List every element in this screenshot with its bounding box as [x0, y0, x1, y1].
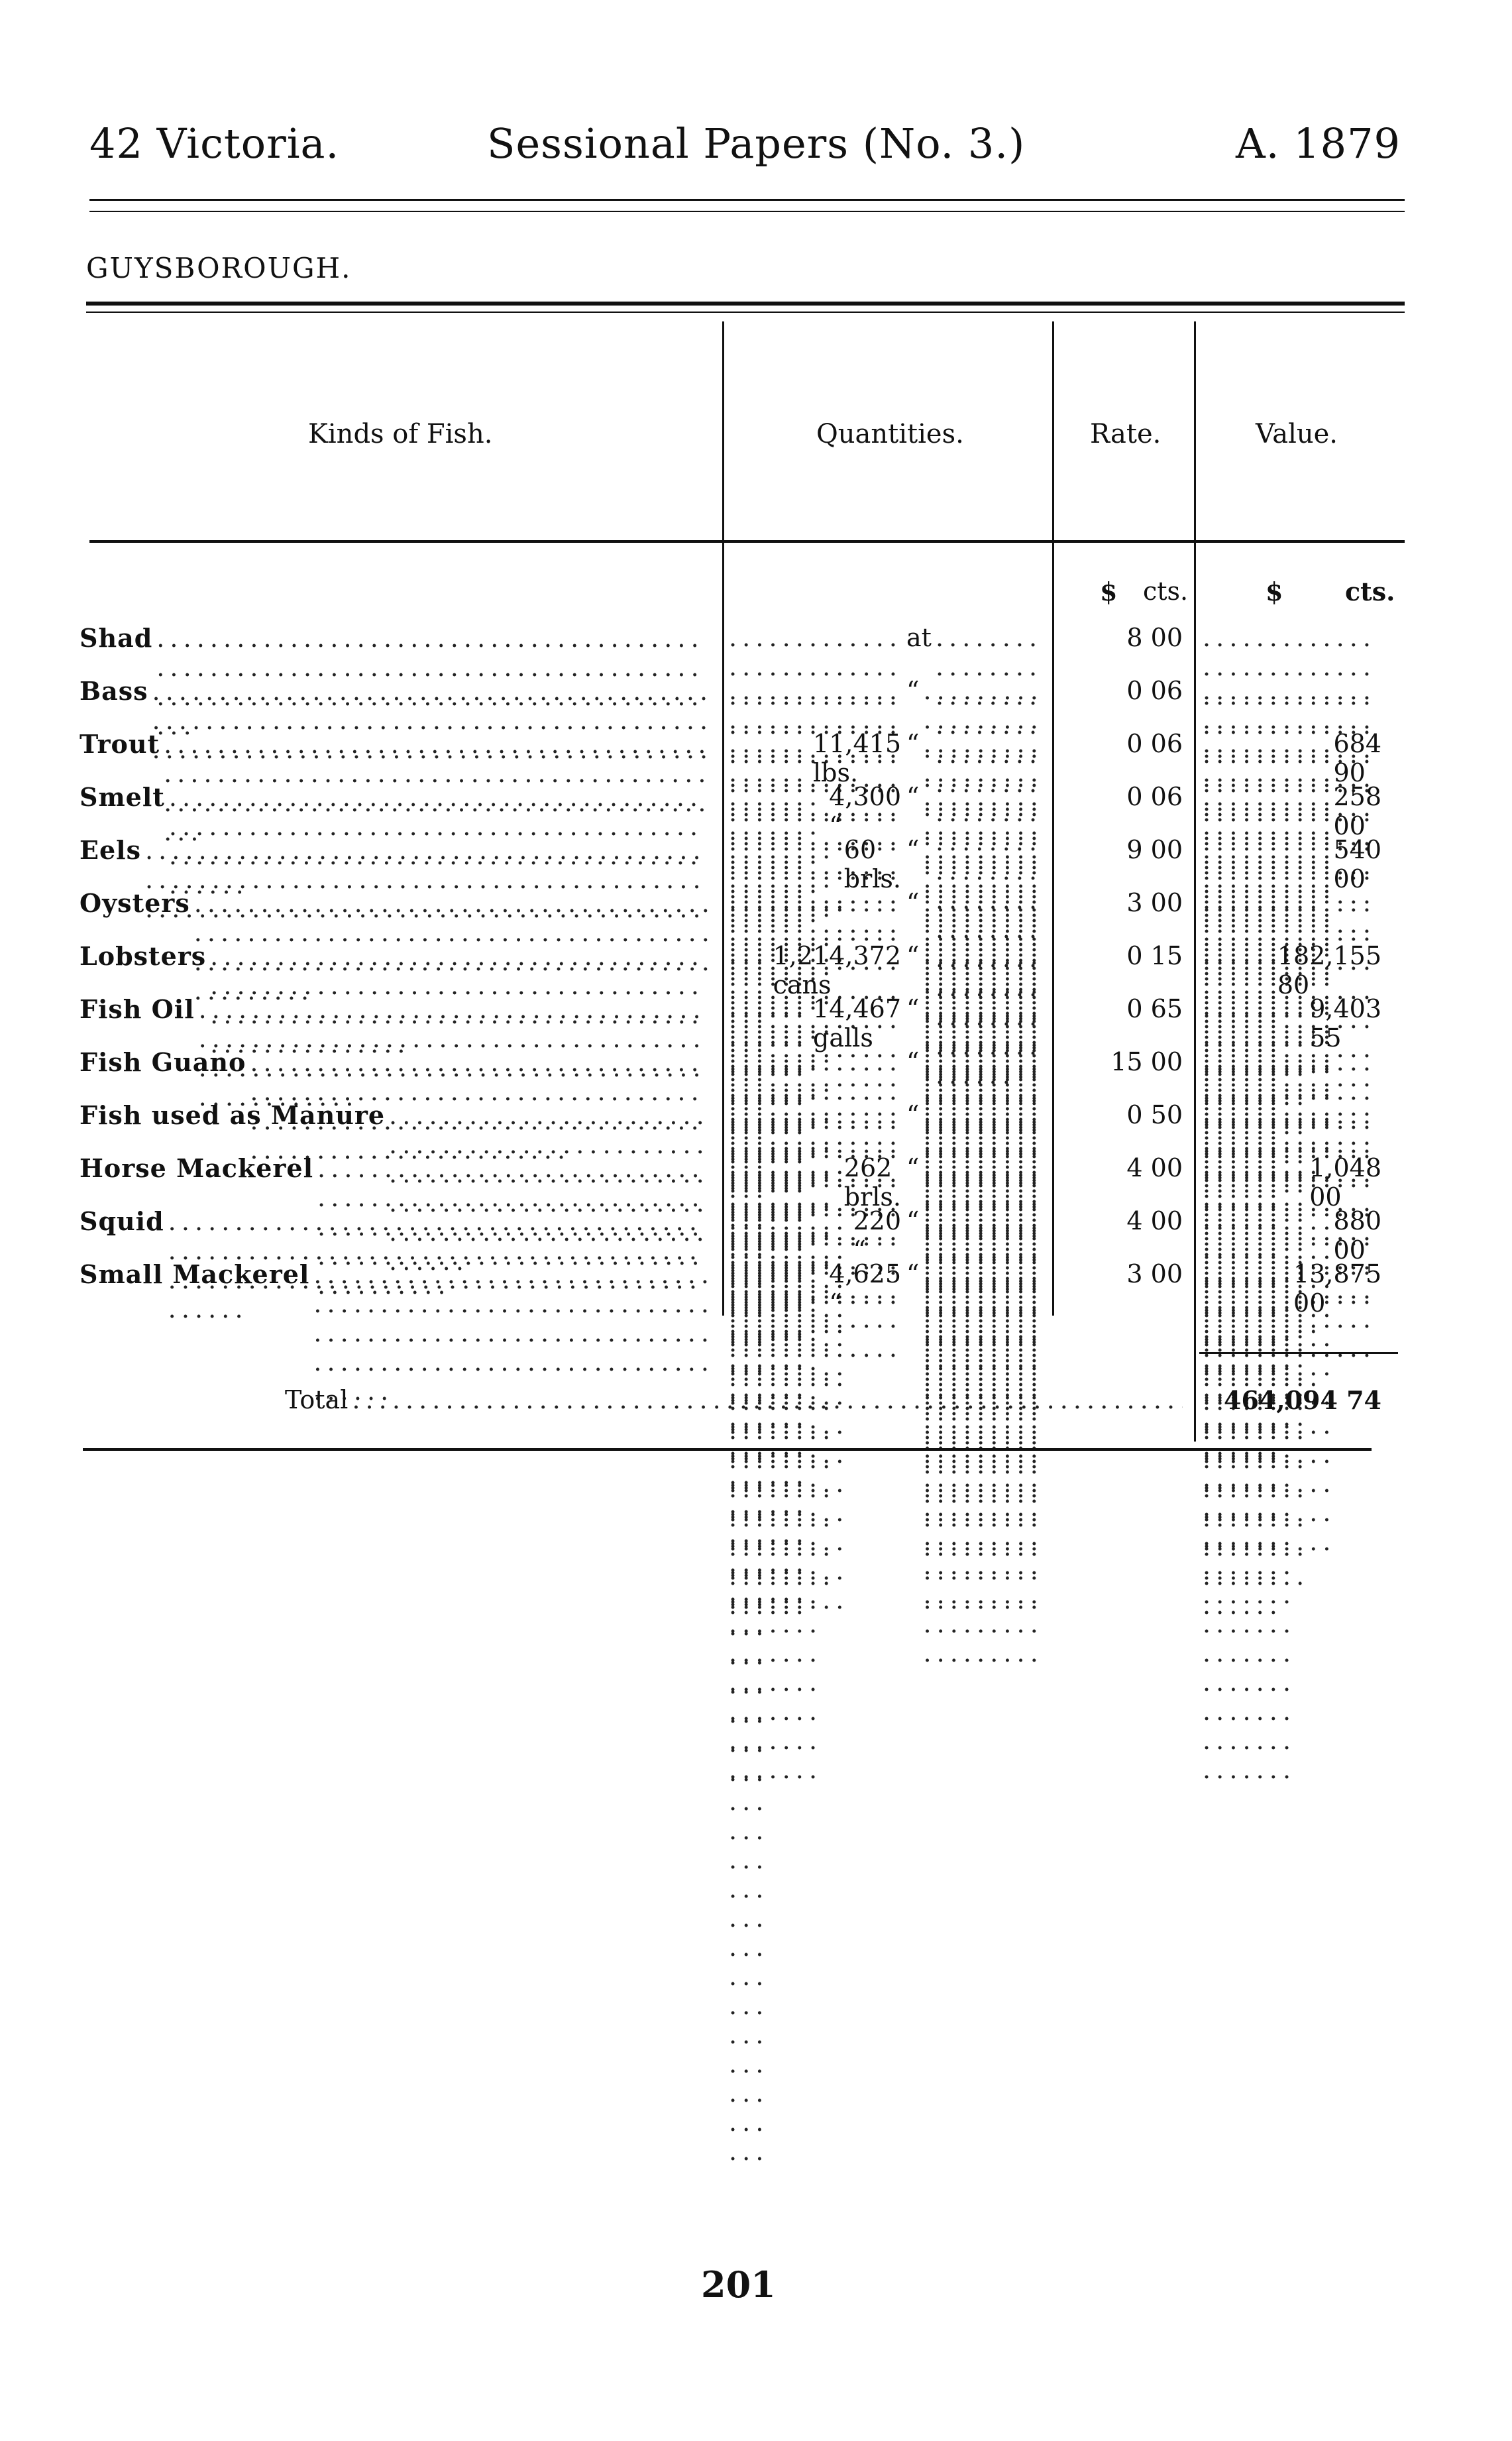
total-value: 464,094 74: [1224, 1385, 1381, 1415]
rate: 3 00: [1126, 888, 1183, 917]
page-number: 201: [701, 2263, 776, 2306]
value: 13,875 00: [1293, 1259, 1381, 1318]
at-mark: “: [906, 994, 920, 1023]
table-row: [0, 1259, 1512, 1318]
column-header-rate: Rate.: [1090, 419, 1161, 449]
at-mark: “: [906, 1206, 920, 1235]
total-label: Total: [285, 1385, 349, 1414]
fish-name: Fish Guano: [80, 1047, 246, 1077]
fish-name: Squid: [80, 1206, 164, 1236]
table-row: [0, 888, 1512, 935]
fish-name: Fish Oil: [80, 994, 195, 1024]
quantity: 220 “: [853, 1206, 901, 1265]
rate: 15 00: [1110, 1047, 1183, 1076]
table-row: [0, 994, 1512, 1052]
volume-label: 42 Victoria.: [89, 119, 340, 168]
header-rule-1: [89, 199, 1405, 201]
value: 684 90: [1333, 729, 1381, 787]
rate: 4 00: [1126, 1206, 1183, 1235]
value-dollar-unit: $: [1266, 577, 1283, 606]
table-row: [0, 835, 1512, 893]
quantity: 262 brls.: [843, 1153, 901, 1212]
fish-name: Lobsters: [80, 941, 207, 971]
value: 540 00: [1333, 835, 1381, 893]
at-mark: “: [906, 888, 920, 917]
quantity: 4,300 “: [829, 782, 901, 840]
quantity: 14,467 galls: [813, 994, 901, 1052]
rate: 0 06: [1126, 782, 1183, 811]
at-mark: “: [906, 835, 920, 864]
table-row: [0, 941, 1512, 999]
fish-name: Shad: [80, 623, 153, 653]
at-mark: “: [906, 1047, 920, 1076]
at-mark: “: [906, 729, 920, 758]
table-row: [0, 1153, 1512, 1212]
rate: 3 00: [1126, 1259, 1183, 1288]
table-bottom-rule: [83, 1448, 1372, 1451]
header-rule-2: [89, 211, 1405, 212]
quantity: 60 brls.: [843, 835, 901, 893]
at-mark: “: [906, 941, 920, 970]
fish-name: Fish used as Manure: [80, 1100, 386, 1130]
fish-name: Eels: [80, 835, 141, 865]
quantity: 1,214,372 cans: [773, 941, 901, 999]
at-mark: “: [906, 1100, 920, 1129]
document-title: Sessional Papers (No. 3.): [487, 119, 1026, 168]
column-header-quantities: Quantities.: [816, 419, 964, 449]
fish-name: Horse Mackerel: [80, 1153, 314, 1183]
value: 258 00: [1333, 782, 1381, 840]
rate: 4 00: [1126, 1153, 1183, 1182]
rate: 0 50: [1126, 1100, 1183, 1129]
rate: 0 06: [1126, 729, 1183, 758]
rate: 8 00: [1126, 623, 1183, 652]
fish-name: Trout: [80, 729, 160, 759]
value: 1,048 00: [1309, 1153, 1381, 1212]
quantity: 4,625 “: [829, 1259, 901, 1318]
rate-cents-unit: cts.: [1143, 577, 1189, 606]
section-title: GUYSBOROUGH.: [86, 252, 352, 284]
column-header-kinds: Kinds of Fish.: [308, 419, 493, 449]
value: 9,403 55: [1309, 994, 1381, 1052]
table-row: [0, 1100, 1512, 1147]
column-header-value: Value.: [1256, 419, 1338, 449]
at-mark: “: [906, 1259, 920, 1288]
section-rule-thick: [86, 302, 1405, 306]
rate: 0 06: [1126, 676, 1183, 705]
table-row: [0, 676, 1512, 722]
quantity: 11,415 lbs.: [813, 729, 901, 787]
fish-name: Smelt: [80, 782, 165, 812]
rate: 0 65: [1126, 994, 1183, 1023]
fish-name: Small Mackerel: [80, 1259, 310, 1289]
at-mark: “: [906, 782, 920, 811]
at-mark: at: [906, 623, 932, 652]
fish-name: Oysters: [80, 888, 190, 918]
value: 880 00: [1333, 1206, 1381, 1265]
table-row: [0, 729, 1512, 787]
at-mark: “: [906, 1153, 920, 1182]
table-row: [0, 782, 1512, 840]
at-mark: “: [906, 676, 920, 705]
section-rule-thin: [86, 312, 1405, 313]
table-row: [0, 1047, 1512, 1094]
table-row: [0, 1206, 1512, 1265]
column-header-rule: [89, 540, 1405, 543]
year-label: A. 1879: [1236, 119, 1401, 168]
sum-rule: [1199, 1352, 1398, 1354]
value-cents-unit: cts.: [1345, 577, 1395, 606]
total-row: [0, 1385, 1512, 1432]
table-row: [0, 623, 1512, 669]
rate: 9 00: [1126, 835, 1183, 864]
rate: 0 15: [1126, 941, 1183, 970]
rate-dollar-unit: $: [1100, 577, 1118, 606]
value: 182,155 80: [1277, 941, 1381, 999]
fish-name: Bass: [80, 676, 148, 706]
